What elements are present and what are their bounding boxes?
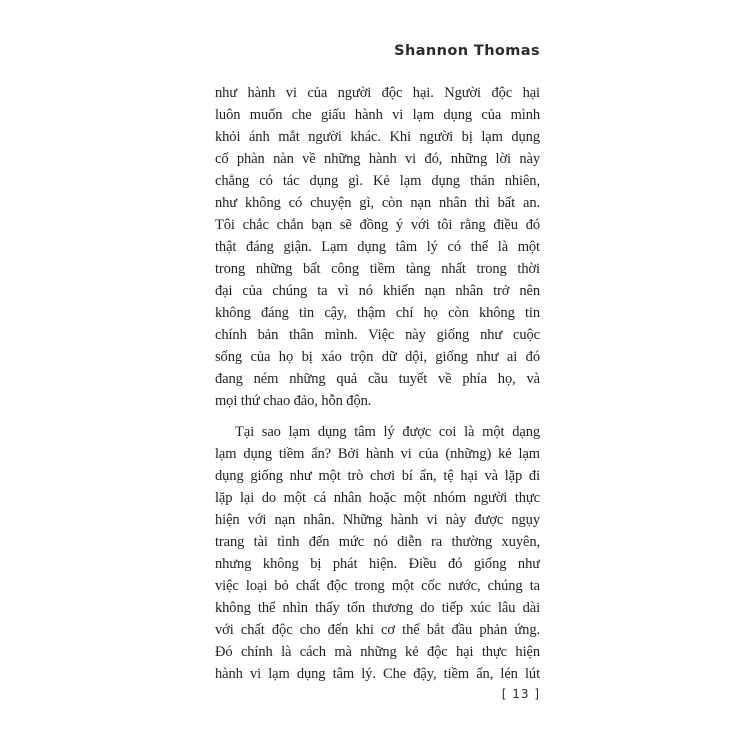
page-number: [ 13 ] bbox=[501, 687, 540, 701]
paragraph bbox=[215, 82, 540, 412]
text-line: hiện với nạn nhân. Những hành vi này được ngụy bbox=[215, 512, 540, 528]
text-line: lạm dụng tiềm ẩn? Bởi hành vi của (những) kẻ lạm bbox=[215, 446, 540, 462]
text-line: lặp lại do một cá nhân hoặc một nhóm người thực bbox=[215, 490, 540, 506]
text-line: với chất độc cho đến khi cơ thể bắt đầu phản ứng. bbox=[215, 622, 540, 638]
text-line: trong những bất công tiềm tàng nhất trong thời bbox=[215, 261, 540, 277]
text-line: đang ném những quả cầu tuyết về phía họ, và bbox=[215, 371, 540, 387]
text-line: mọi thứ chao đảo, hỗn độn. bbox=[215, 393, 372, 409]
text-line: chính bản thân mình. Việc này giống như cuộc bbox=[215, 327, 540, 343]
paragraph bbox=[215, 421, 540, 685]
text-line: thật đáng giận. Lạm dụng tâm lý có thể là một bbox=[215, 239, 540, 255]
text-line: dụng giống như một trò chơi bí ẩn, tệ hại và lặp đi bbox=[215, 468, 540, 484]
text-line: khỏi ánh mắt người khác. Khi người bị lạm dụng bbox=[215, 129, 540, 145]
text-line: Đó chính là cách mà những kẻ độc hại thực hiện bbox=[215, 644, 540, 660]
text-line: đại của chúng ta vì nó khiến nạn nhân trở nên bbox=[215, 283, 540, 299]
text-line: không thể nhìn thấy tổn thương do tiếp xúc lâu dài bbox=[215, 600, 540, 616]
text-line: cố phàn nàn về những hành vi đó, những lời này bbox=[215, 151, 540, 167]
text-line: như không có chuyện gì, còn nạn nhân thì bất an. bbox=[215, 195, 540, 211]
text-line: Tôi chắc chắn bạn sẽ đồng ý với tôi rằng điều đó bbox=[215, 217, 540, 233]
text-line: không đáng tin cậy, thậm chí họ còn không tin bbox=[215, 305, 540, 321]
text-line: chẳng có tác dụng gì. Kẻ lạm dụng thản nhiên, bbox=[215, 173, 540, 189]
text-line: Tại sao lạm dụng tâm lý được coi là một dạng bbox=[235, 424, 540, 440]
text-line: trang tài tình đến mức nó diễn ra thường xuyên, bbox=[215, 534, 540, 550]
text-line: luôn muốn che giấu hành vi lạm dụng của mình bbox=[215, 107, 540, 123]
running-header-author: Shannon Thomas bbox=[394, 43, 540, 59]
text-line: nhưng không bị phát hiện. Điều đó giống như bbox=[215, 556, 540, 572]
text-line: như hành vi của người độc hại. Người độc hại bbox=[215, 85, 540, 101]
text-line: hành vi lạm dụng tâm lý. Che đậy, tiềm ẩn, lén lút bbox=[215, 666, 540, 682]
page-body bbox=[215, 82, 540, 685]
text-line: sống của họ bị xáo trộn dữ dội, giống như ai đó bbox=[215, 349, 540, 365]
text-line: việc loại bỏ chất độc trong một cốc nước, chúng ta bbox=[215, 578, 540, 594]
